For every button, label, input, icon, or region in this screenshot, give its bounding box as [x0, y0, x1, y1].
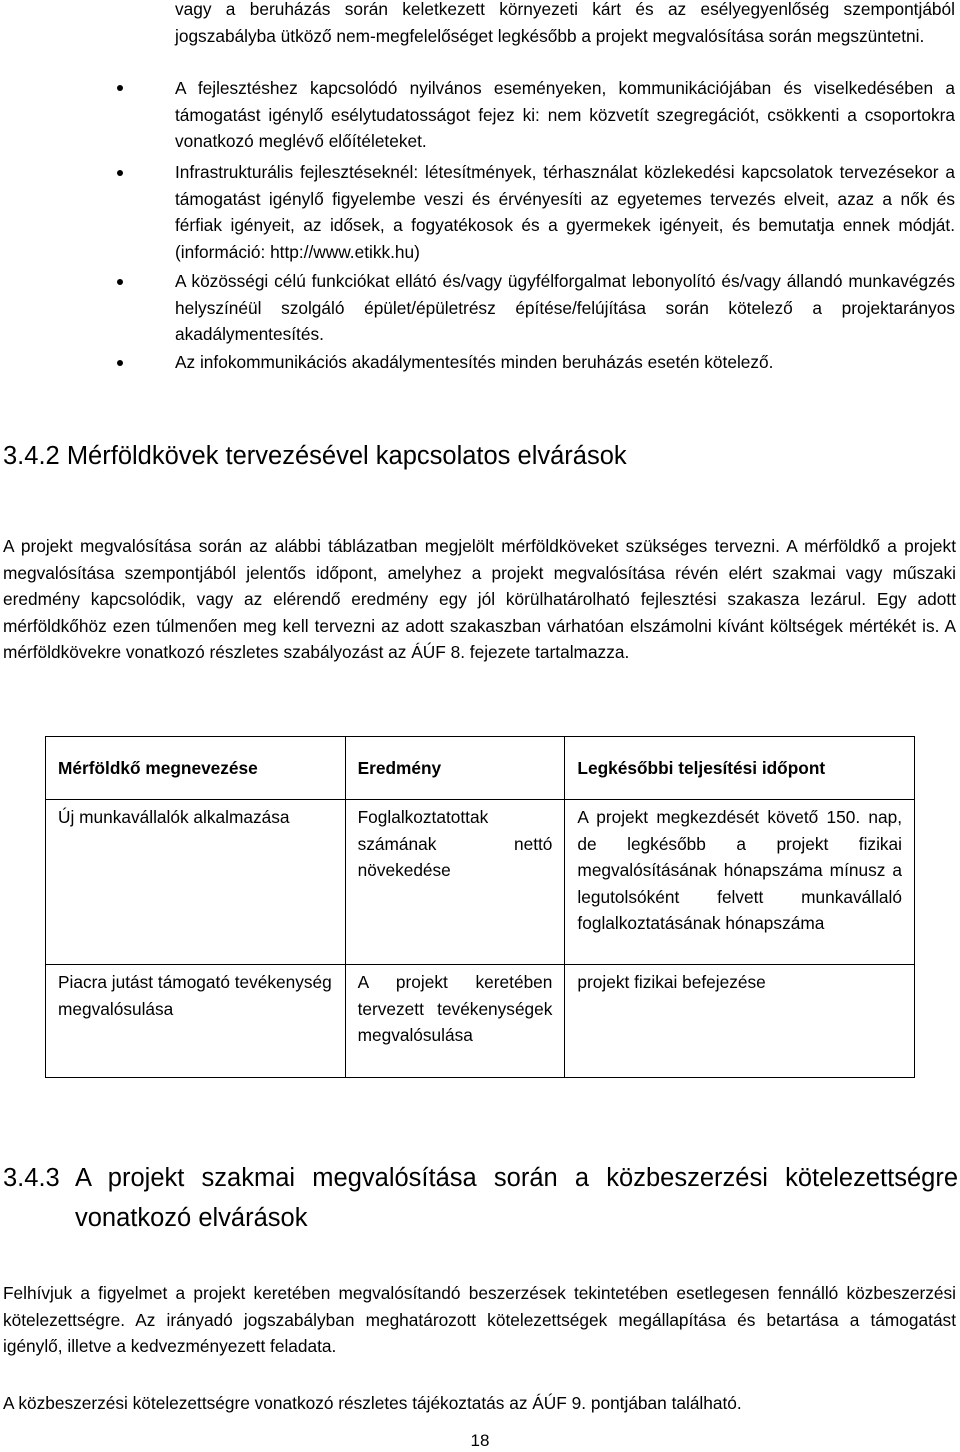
- table-header-cell: Eredmény: [345, 737, 565, 800]
- section-paragraph: A közbeszerzési kötelezettségre vonatkozó részletes tájékoztatás az ÁÚF 9. pontjában található.: [3, 1393, 742, 1413]
- table-header-cell: Legkésőbbi teljesítési időpont: [565, 737, 915, 800]
- table-row: [46, 800, 915, 965]
- table-cell: Piacra jutást támogató tevékenység megvalósulása: [58, 972, 332, 1019]
- table-cell: Foglalkoztatottak számának nettó növekedése: [357, 807, 553, 880]
- section-title: Mérföldkövek tervezésével kapcsolatos elvárások: [66, 442, 627, 470]
- bullet-dot: [117, 360, 123, 366]
- section-heading: [3, 1158, 958, 1238]
- section-heading: [3, 442, 627, 471]
- bullet-dot: [117, 85, 123, 91]
- bullet-item: Infrastrukturális fejlesztéseknél: létesítmények, térhasználat közlekedési kapcsolatok tervezésekor a támogatást igénylő figyelembe veszi és érvényesíti az egyetemes tervezés elveit, azaz a nők és férfiak igényeit, az idősek, a fogyatékosok és a gyermekek igényeit, és bemutatja ennek módját. (információ: http://www.etikk.hu): [175, 162, 955, 262]
- table-header-row: [46, 737, 915, 800]
- bullet-continuation: vagy a beruházás során keletkezett környezeti kárt és az esélyegyenlőség szempontjából jogszabályba ütköző nem-megfelelőséget legkésőbb a projekt megvalósítása során megszüntetni.: [175, 0, 955, 46]
- section-paragraph: Felhívjuk a figyelmet a projekt keretében megvalósítandó beszerzések tekintetében esetlegesen fennálló közbeszerzési kötelezettségre. Az irányadó jogszabályban meghatározott kötelezettségek megállapítása és betartása a támogatást igénylő, illetve a kedvezményezett feladata.: [3, 1283, 956, 1356]
- page-number: 18: [470, 1431, 490, 1450]
- section-paragraph: A projekt megvalósítása során az alábbi táblázatban megjelölt mérföldköveket szükséges tervezni. A mérföldkő a projekt megvalósítása szempontjából jelentős időpont, amelyhez a projekt megvalósítása révén elért szakmai vagy műszaki eredmény kapcsolódik, vagy az elérendő eredmény egy jól körülhatárolható fejlesztési szakasza lezárul. Egy adott mérföldkőhöz ezen túlmenően meg kell tervezni az adott szakaszban várhatóan elszámolni kívánt költségek mértékét is. A mérföldkövekre vonatkozó részletes szabályozást az ÁÚF 8. fejezete tartalmazza.: [3, 536, 956, 662]
- bullet-item: Az infokommunikációs akadálymentesítés minden beruházás esetén kötelező.: [175, 352, 774, 372]
- bullet-dot: [117, 170, 123, 176]
- bullet-item: A közösségi célú funkciókat ellátó és/vagy ügyfélforgalmat lebonyolító és/vagy állandó munkavégzés helyszínéül szolgáló épület/épületrész építése/felújítása során kötelező a projektarányos akadálymentesítés.: [175, 271, 955, 344]
- bullet-dot: [117, 279, 123, 285]
- section-number: 3.4.2: [3, 442, 60, 470]
- bullet-item: A fejlesztéshez kapcsolódó nyilvános eseményeken, kommunikációjában és viselkedésében a támogatást igénylő esélytudatosságot fejez ki: nem közvetít szegregációt, csökkenti a csoportokra vonatkozó meglévő előítéleteket.: [175, 78, 955, 151]
- table-cell: A projekt keretében tervezett tevékenységek megvalósulása: [357, 972, 553, 1045]
- table-header-cell: Mérföldkő megnevezése: [46, 737, 346, 800]
- section-number: 3.4.3: [3, 1164, 60, 1192]
- milestone-table: [45, 736, 915, 1078]
- table-row: [46, 965, 915, 1078]
- table-cell: Új munkavállalók alkalmazása: [58, 807, 290, 827]
- table-cell: projekt fizikai befejezése: [577, 972, 766, 992]
- section-title: A projekt szakmai megvalósítása során a közbeszerzési kötelezettségre vonatkozó elvárások: [75, 1164, 958, 1232]
- table-cell: A projekt megkezdését követő 150. nap, de legkésőbb a projekt fizikai megvalósításának hónapszáma mínusz a legutolsóként felvett munkavállaló foglalkoztatásának hónapszáma: [577, 807, 902, 933]
